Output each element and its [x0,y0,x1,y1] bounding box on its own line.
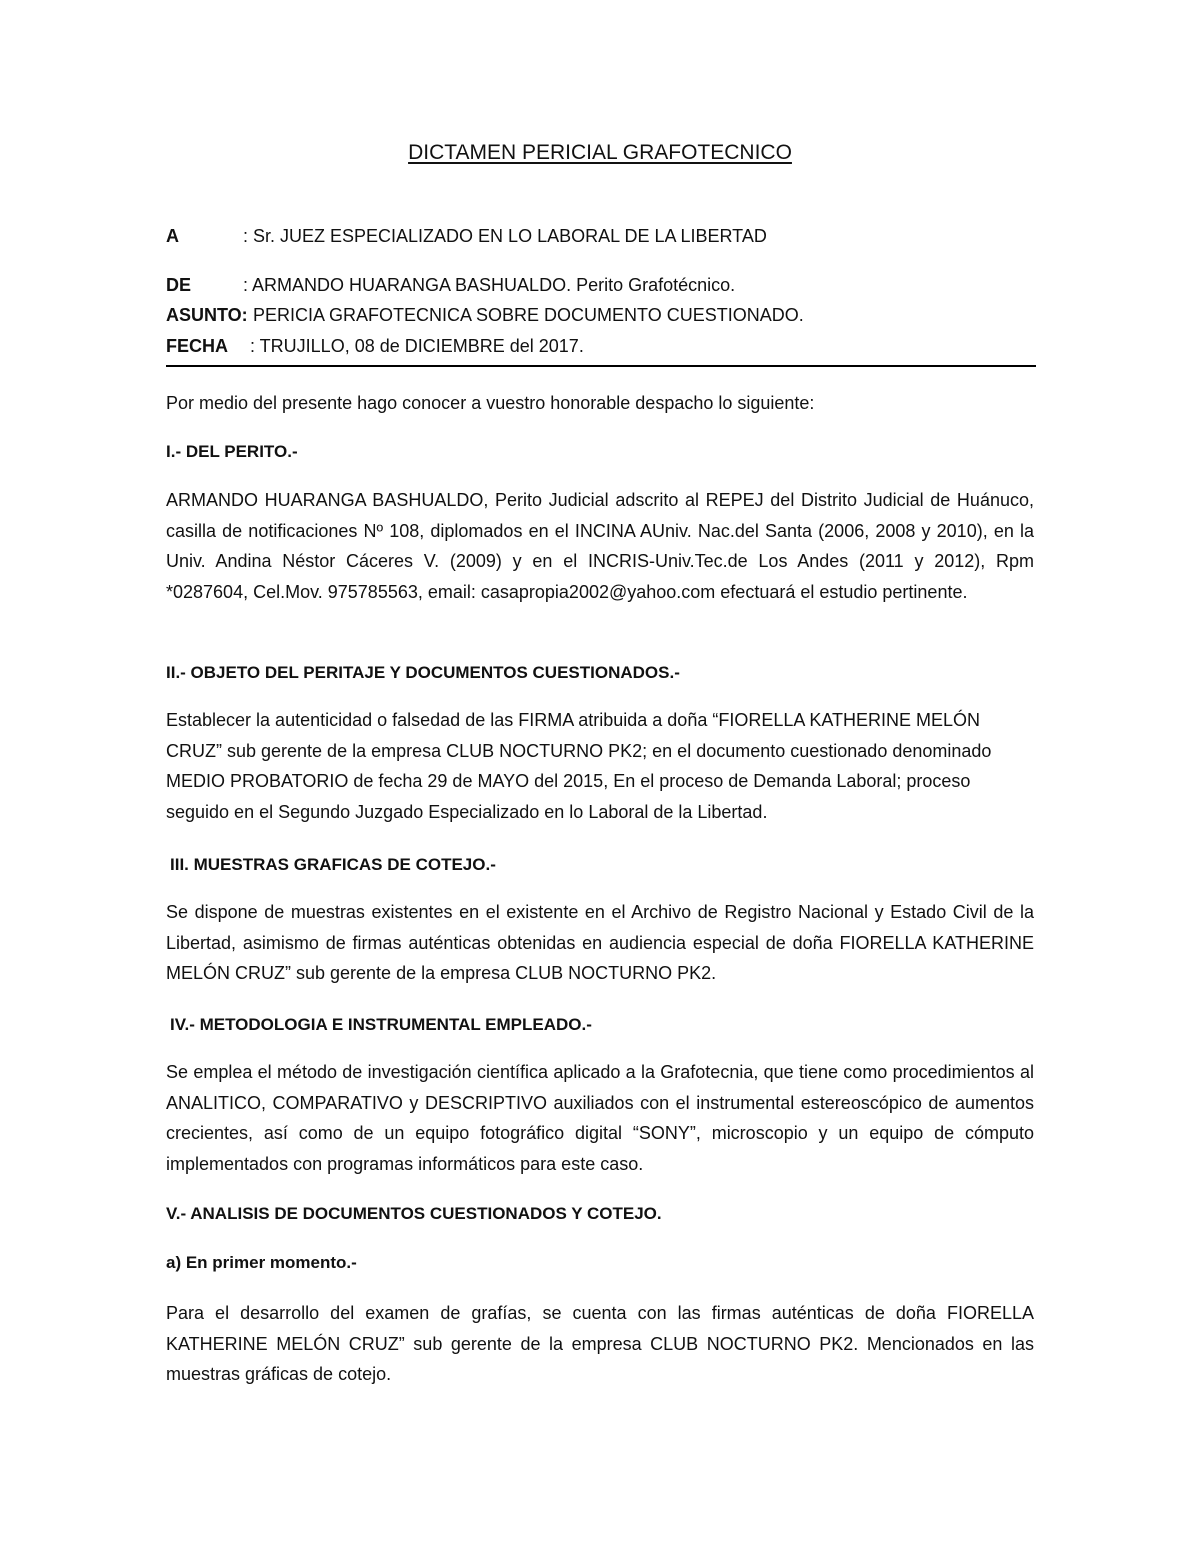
header-de-label: DE [166,275,192,295]
header-a-label: A [166,226,179,246]
header-fecha-label: FECHA [166,336,228,356]
section-4-body: Se emplea el método de investigación científica aplicado a la Grafotecnia, que tiene como procedimientos al ANALITICO, COMPARATIVO y DESCRIPTIVO auxiliados con el instrumental estereoscópico de aumentos crecientes, así como de un equipo fotográfico digital “SONY”, microscopio y un equipo de cómputo implementados con programas informáticos para este caso. [166,1062,1034,1174]
section-5a-heading: a) En primer momento.- [166,1253,357,1272]
header-divider [166,365,1036,367]
header-asunto-value: PERICIA GRAFOTECNICA SOBRE DOCUMENTO CUESTIONADO. [253,305,804,325]
section-2-heading: II.- OBJETO DEL PERITAJE Y DOCUMENTOS CUESTIONADOS.- [166,663,680,682]
section-5a-body: Para el desarrollo del examen de grafías, se cuenta con las firmas auténticas de doña FIORELLA KATHERINE MELÓN CRUZ” sub gerente de la empresa CLUB NOCTURNO PK2. Mencionados en las muestras gráficas de cotejo. [166,1303,1034,1384]
intro-paragraph: Por medio del presente hago conocer a vuestro honorable despacho lo siguiente: [166,393,815,413]
section-4-heading: IV.- METODOLOGIA E INSTRUMENTAL EMPLEADO.- [170,1015,592,1034]
section-1-body: ARMANDO HUARANGA BASHUALDO, Perito Judicial adscrito al REPEJ del Distrito Judicial de Huánuco, casilla de notificaciones Nº 108, diplomados en el INCINA AUniv. Nac.del Santa (2006, 2008 y 2010), en la Univ. Andina Néstor Cáceres V. (2009) y en el INCRIS-Univ.Tec.de Los Andes (2011 y 2012), Rpm *0287604, Cel.Mov. 975785563, email: casapropia2002@yahoo.com efectuará el estudio pertinente. [166,490,1034,602]
document-title: DICTAMEN PERICIAL GRAFOTECNICO [408,141,792,164]
header-asunto-label: ASUNTO: [166,305,248,325]
section-1-heading: I.- DEL PERITO.- [166,442,298,461]
section-3-heading: III. MUESTRAS GRAFICAS DE COTEJO.- [170,855,496,874]
section-3-body: Se dispone de muestras existentes en el existente en el Archivo de Registro Nacional y Estado Civil de la Libertad, asimismo de firmas auténticas obtenidas en audiencia especial de doña FIORELLA KATHERINE MELÓN CRUZ” sub gerente de la empresa CLUB NOCTURNO PK2. [166,902,1034,983]
header-a-value: : Sr. JUEZ ESPECIALIZADO EN LO LABORAL DE LA LIBERTAD [243,226,767,246]
header-fecha-value: : TRUJILLO, 08 de DICIEMBRE del 2017. [250,336,584,356]
section-5-heading: V.- ANALISIS DE DOCUMENTOS CUESTIONADOS Y COTEJO. [166,1204,662,1223]
section-2-body: Establecer la autenticidad o falsedad de las FIRMA atribuida a doña “FIORELLA KATHERINE MELÓN CRUZ” sub gerente de la empresa CLUB NOCTURNO PK2; en el documento cuestionado denominado MEDIO PROBATORIO de fecha 29 de MAYO del 2015, En el proceso de Demanda Laboral; proceso seguido en el Segundo Juzgado Especializado en lo Laboral de la Libertad. [166,710,992,822]
header-de-value: : ARMANDO HUARANGA BASHUALDO. Perito Grafotécnico. [243,275,736,295]
